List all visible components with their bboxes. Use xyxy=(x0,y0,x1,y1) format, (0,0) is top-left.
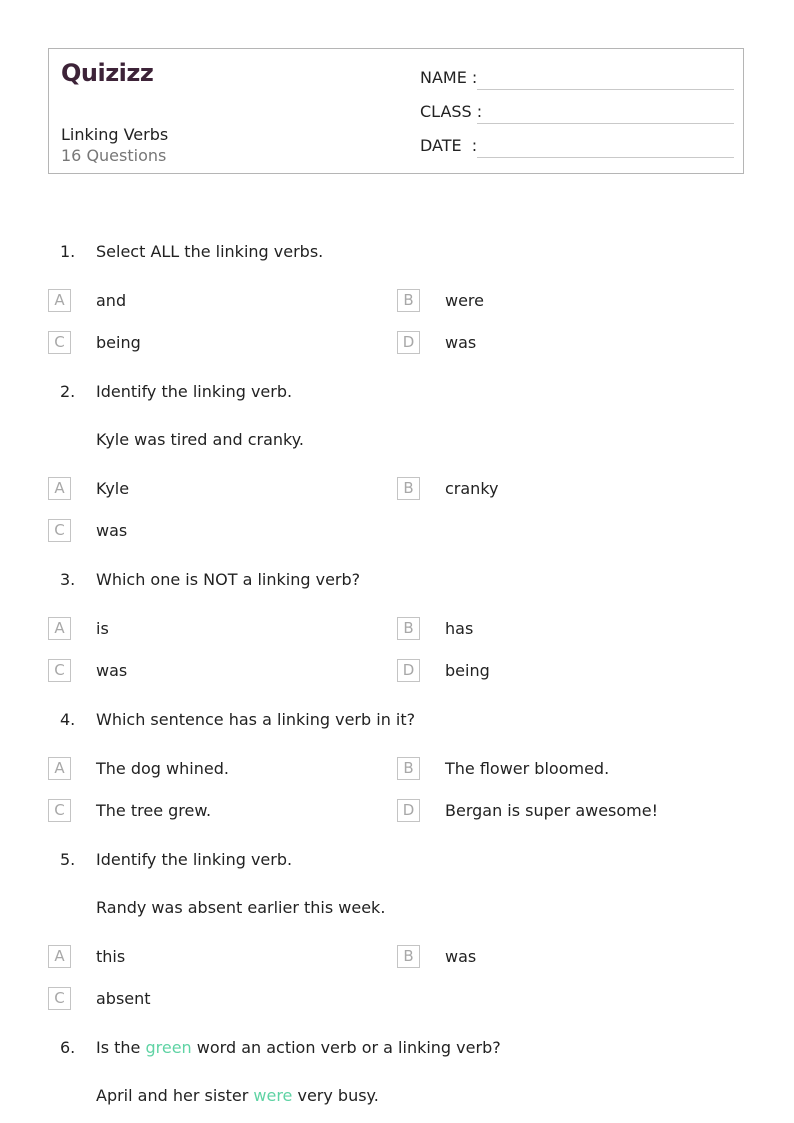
option-b-box[interactable]: B xyxy=(397,617,420,640)
option-b-text: was xyxy=(445,947,477,966)
option-a-box[interactable]: A xyxy=(48,477,71,500)
option-a-box[interactable]: A xyxy=(48,289,71,312)
name-label: NAME : xyxy=(420,68,478,87)
question-text: Which one is NOT a linking verb? xyxy=(96,570,361,589)
date-label: DATE : xyxy=(420,136,478,155)
option-d-box[interactable]: D xyxy=(397,331,420,354)
option-c-text: The tree grew. xyxy=(96,801,212,820)
option-d-text: was xyxy=(445,333,477,352)
option-b-box[interactable]: B xyxy=(397,477,420,500)
question-text: Identify the linking verb. xyxy=(96,850,293,869)
option-b-text: has xyxy=(445,619,474,638)
option-d-box[interactable]: D xyxy=(397,659,420,682)
highlighted-word: green xyxy=(145,1038,192,1057)
name-line[interactable] xyxy=(477,89,734,90)
option-a-box[interactable]: A xyxy=(48,617,71,640)
highlighted-verb: were xyxy=(253,1086,293,1105)
option-a-text: The dog whined. xyxy=(96,759,229,778)
question-number: 3. xyxy=(60,570,76,589)
option-a-box[interactable]: A xyxy=(48,945,71,968)
option-c-text: was xyxy=(96,521,128,540)
option-c-text: being xyxy=(96,333,141,352)
question-text-part: word an action verb or a linking verb? xyxy=(191,1038,501,1057)
option-b-box[interactable]: B xyxy=(397,757,420,780)
worksheet-header xyxy=(48,48,744,174)
option-a-box[interactable]: A xyxy=(48,757,71,780)
date-field[interactable] xyxy=(420,136,734,158)
question-text: Identify the linking verb. xyxy=(96,382,293,401)
option-c-box[interactable]: C xyxy=(48,659,71,682)
option-d-text: Bergan is super awesome! xyxy=(445,801,659,820)
question-number: 1. xyxy=(60,242,76,261)
option-c-box[interactable]: C xyxy=(48,987,71,1010)
option-c-box[interactable]: C xyxy=(48,799,71,822)
option-a-text: is xyxy=(96,619,109,638)
option-a-text: Kyle xyxy=(96,479,130,498)
question-sentence xyxy=(96,1086,379,1105)
worksheet-title: Linking Verbs xyxy=(61,125,169,144)
option-b-text: cranky xyxy=(445,479,499,498)
option-a-text: this xyxy=(96,947,126,966)
question-number: 6. xyxy=(60,1038,76,1057)
option-c-text: absent xyxy=(96,989,151,1008)
option-b-box[interactable]: B xyxy=(397,289,420,312)
question-count: 16 Questions xyxy=(61,146,167,165)
class-line[interactable] xyxy=(477,123,734,124)
class-label: CLASS : xyxy=(420,102,483,121)
option-d-text: being xyxy=(445,661,490,680)
question-sentence: Kyle was tired and cranky. xyxy=(96,430,304,449)
question-text: Which sentence has a linking verb in it? xyxy=(96,710,416,729)
class-field[interactable] xyxy=(420,102,734,124)
question-text xyxy=(96,1038,501,1057)
sentence-part: very busy. xyxy=(292,1086,379,1105)
option-c-text: was xyxy=(96,661,128,680)
option-b-box[interactable]: B xyxy=(397,945,420,968)
option-b-text: were xyxy=(445,291,484,310)
quizizz-logo: Quizizz xyxy=(61,59,154,87)
question-text-part: Is the xyxy=(96,1038,146,1057)
option-c-box[interactable]: C xyxy=(48,519,71,542)
question-number: 4. xyxy=(60,710,76,729)
option-b-text: The flower bloomed. xyxy=(445,759,610,778)
question-number: 5. xyxy=(60,850,76,869)
option-d-box[interactable]: D xyxy=(397,799,420,822)
name-field[interactable] xyxy=(420,68,734,90)
option-c-box[interactable]: C xyxy=(48,331,71,354)
question-text: Select ALL the linking verbs. xyxy=(96,242,324,261)
sentence-part: April and her sister xyxy=(96,1086,254,1105)
date-line[interactable] xyxy=(477,157,734,158)
question-number: 2. xyxy=(60,382,76,401)
question-sentence: Randy was absent earlier this week. xyxy=(96,898,386,917)
option-a-text: and xyxy=(96,291,127,310)
